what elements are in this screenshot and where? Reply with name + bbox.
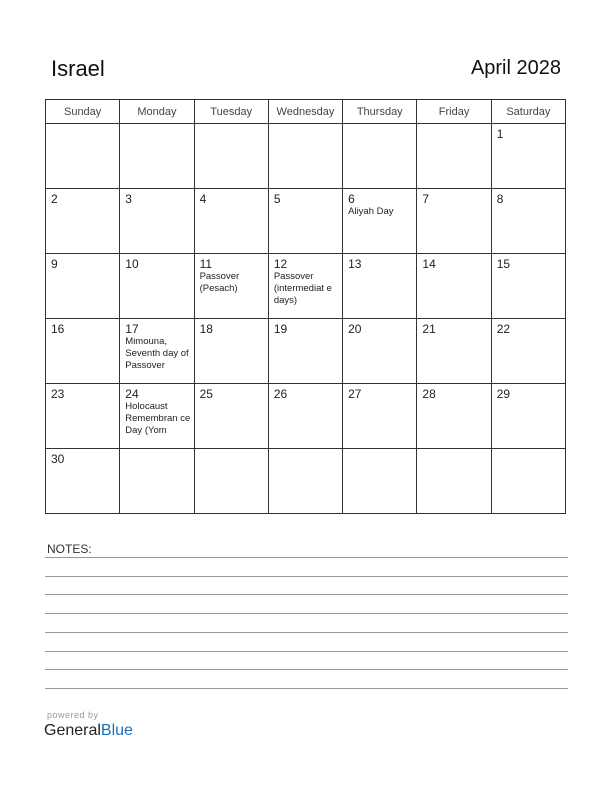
day-number: 18 (199, 322, 213, 336)
calendar-day-cell (343, 254, 417, 319)
note-line (45, 688, 568, 689)
calendar-day-cell (417, 254, 491, 319)
day-number: 4 (199, 192, 207, 206)
calendar-day-cell (120, 124, 194, 189)
weekday-header: Sunday (46, 100, 120, 124)
calendar-day-cell (120, 449, 194, 514)
note-line (45, 557, 568, 558)
calendar-day-cell (491, 449, 565, 514)
calendar-day-cell (46, 189, 120, 254)
calendar-week-row (46, 189, 566, 254)
note-line (45, 613, 568, 614)
day-number: 14 (422, 257, 436, 271)
brand-general: General (44, 722, 101, 739)
day-number: 8 (496, 192, 504, 206)
weekday-header: Saturday (491, 100, 565, 124)
calendar-day-cell (46, 124, 120, 189)
calendar-day-cell (194, 319, 268, 384)
calendar-day-cell (343, 319, 417, 384)
calendar-day-cell (491, 384, 565, 449)
day-number: 6 (348, 192, 355, 206)
holiday-label: Aliyah Day (348, 206, 394, 217)
calendar-day-cell (417, 384, 491, 449)
calendar-day-cell (46, 319, 120, 384)
day-number: 13 (348, 257, 362, 271)
calendar-day-cell (194, 254, 268, 319)
calendar-day-cell (491, 189, 565, 254)
calendar-grid (45, 99, 566, 514)
day-number: 17 (125, 322, 139, 336)
calendar-day-cell (417, 449, 491, 514)
weekday-header: Tuesday (194, 100, 268, 124)
calendar-day-cell (120, 319, 194, 384)
day-number: 1 (496, 127, 504, 141)
calendar-day-cell (194, 449, 268, 514)
calendar-day-cell (343, 449, 417, 514)
calendar-day-cell (194, 189, 268, 254)
calendar-day-cell (46, 449, 120, 514)
calendar-day-cell (417, 319, 491, 384)
brand-logo[interactable] (44, 722, 133, 740)
calendar-day-cell (194, 124, 268, 189)
weekday-header: Friday (417, 100, 491, 124)
day-number: 21 (422, 322, 436, 336)
day-number: 27 (348, 387, 362, 401)
calendar-day-cell (120, 384, 194, 449)
calendar-day-cell (268, 319, 342, 384)
day-number: 26 (273, 387, 288, 401)
calendar-week-row (46, 124, 566, 189)
holiday-label: Holocaust Remembran ce Day (Yom (125, 401, 191, 436)
day-number: 16 (51, 322, 65, 336)
calendar-day-cell (120, 189, 194, 254)
day-number: 24 (125, 387, 139, 401)
calendar-day-cell (343, 124, 417, 189)
day-number: 3 (125, 192, 132, 206)
calendar-day-cell (491, 319, 565, 384)
day-number: 29 (496, 387, 511, 401)
calendar-week-row (46, 384, 566, 449)
weekday-header: Thursday (343, 100, 417, 124)
calendar-day-cell (268, 189, 342, 254)
calendar-day-cell (417, 124, 491, 189)
calendar-day-cell (343, 189, 417, 254)
page-title-country: Israel (51, 56, 105, 81)
calendar-day-cell (46, 254, 120, 319)
calendar-day-cell (268, 124, 342, 189)
calendar-day-cell (120, 254, 194, 319)
note-line (45, 594, 568, 595)
page-title-month: April 2028 (470, 57, 561, 79)
calendar-day-cell (417, 189, 491, 254)
calendar-day-cell (491, 254, 565, 319)
day-number: 5 (273, 192, 281, 206)
day-number: 19 (273, 322, 288, 336)
day-number: 10 (125, 257, 139, 271)
weekday-header: Monday (120, 100, 194, 124)
calendar-day-cell (343, 384, 417, 449)
calendar-day-cell (268, 384, 342, 449)
calendar-week-row (46, 319, 566, 384)
calendar-day-cell (268, 254, 342, 319)
day-number: 22 (496, 322, 511, 336)
holiday-label: Mimouna, Seventh day of Passover (125, 336, 189, 371)
day-number: 9 (51, 257, 58, 271)
notes-label: NOTES: (47, 542, 92, 556)
day-number: 25 (199, 387, 213, 401)
day-number: 15 (496, 257, 511, 271)
day-number: 20 (348, 322, 362, 336)
day-number: 11 (199, 257, 213, 271)
note-line (45, 651, 568, 652)
calendar-week-row (46, 254, 566, 319)
weekday-header: Wednesday (268, 100, 342, 124)
calendar-day-cell (46, 384, 120, 449)
day-number: 28 (422, 387, 436, 401)
note-line (45, 669, 568, 670)
calendar-day-cell (491, 124, 565, 189)
day-number: 7 (422, 192, 430, 206)
powered-by-label: powered by (47, 710, 99, 720)
note-line (45, 632, 568, 633)
weekday-header-row (46, 100, 566, 124)
holiday-label: Passover (intermediat e days) (273, 271, 332, 306)
calendar-week-row (46, 449, 566, 514)
calendar-day-cell (268, 449, 342, 514)
holiday-label: Passover (Pesach) (199, 271, 240, 294)
day-number: 2 (51, 192, 58, 206)
day-number: 23 (51, 387, 65, 401)
brand-blue: Blue (100, 722, 133, 739)
note-line (45, 576, 568, 577)
day-number: 30 (51, 452, 65, 466)
day-number: 12 (273, 257, 288, 271)
calendar-day-cell (194, 384, 268, 449)
